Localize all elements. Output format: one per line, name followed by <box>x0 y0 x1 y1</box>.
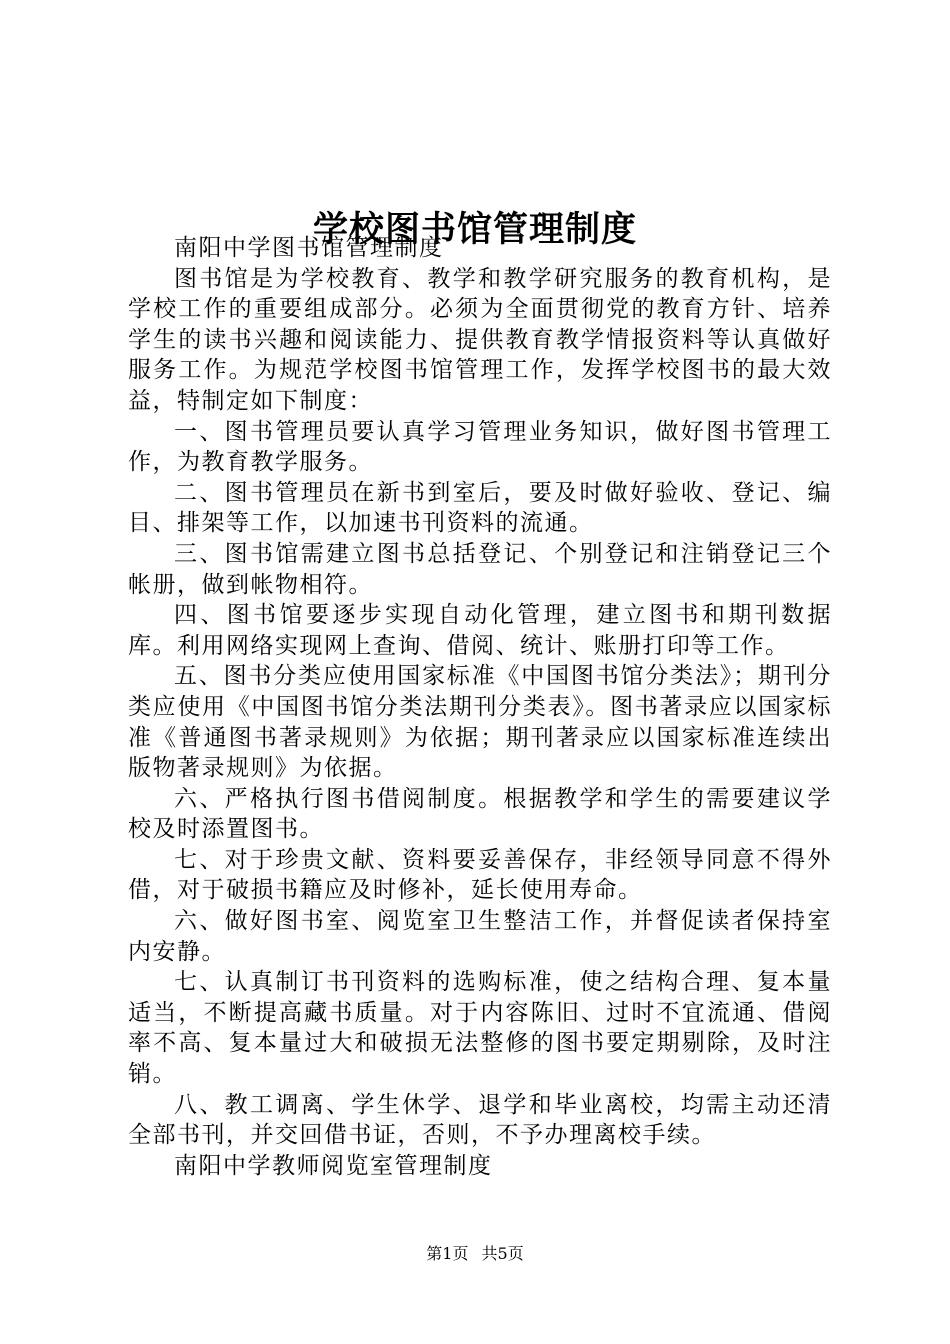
paragraph-rule-7: 七、对于珍贵文献、资料要妥善保存，非经领导同意不得外借，对于破损书籍应及时修补，延长使用寿命。 <box>128 846 832 904</box>
page-footer <box>0 1242 950 1266</box>
document-title: 学校图书馆管理制度 <box>312 209 637 251</box>
paragraph-rule-7b: 七、认真制订书刊资料的选购标准，使之结构合理、复本量适当，不断提高藏书质量。对于内容陈旧、过时不宜流通、借阅率不高、复本量过大和破损无法整修的图书要定期剔除，及时注销。 <box>128 969 832 1088</box>
paragraph-rule-3: 三、图书馆需建立图书总括登记、个别登记和注销登记三个帐册，做到帐物相符。 <box>128 540 832 598</box>
paragraph-rule-4: 四、图书馆要逐步实现自动化管理，建立图书和期刊数据库。利用网络实现网上查询、借阅、统计、账册打印等工作。 <box>128 602 832 659</box>
paragraph-subtitle-reading-room-rules: 南阳中学教师阅览室管理制度 <box>174 1152 493 1179</box>
paragraph-rule-8: 八、教工调离、学生休学、退学和毕业离校，均需主动还清全部书刊，并交回借书证，否则，不予办理离校手续。 <box>128 1091 832 1149</box>
paragraph-subtitle-library-rules: 南阳中学图书馆管理制度 <box>174 235 444 261</box>
page-number-current: 第1页 <box>426 1244 469 1263</box>
paragraph-rule-6b: 六、做好图书室、阅览室卫生整洁工作，并督促读者保持室内安静。 <box>128 908 832 965</box>
paragraph-rule-2: 二、图书管理员在新书到室后，要及时做好验收、登记、编目、排架等工作，以加速书刊资料的流通。 <box>128 479 832 537</box>
paragraph-introduction: 图书馆是为学校教育、教学和教学研究服务的教育机构，是学校工作的重要组成部分。必须为全面贯彻党的教育方针、培养学生的读书兴趣和阅读能力、提供教育教学情报资料等认真做好服务工作。为规范学校图书馆管理工作，发挥学校图书的最大效益，特制定如下制度： <box>128 265 832 414</box>
paragraph-rule-1: 一、图书管理员要认真学习管理业务知识，做好图书管理工作，为教育教学服务。 <box>128 418 832 476</box>
document-body <box>128 233 832 1181</box>
page-number-total: 共5页 <box>481 1244 524 1263</box>
paragraph-rule-5: 五、图书分类应使用国家标准《中国图书馆分类法》；期刊分类应使用《中国图书馆分类法期刊分类表》。图书著录应以国家标准《普通图书著录规则》为依据；期刊著录应以国家标准连续出版物著录规则》为依据。 <box>128 663 832 782</box>
paragraph-rule-6: 六、严格执行图书借阅制度。根据教学和学生的需要建议学校及时添置图书。 <box>128 785 832 843</box>
